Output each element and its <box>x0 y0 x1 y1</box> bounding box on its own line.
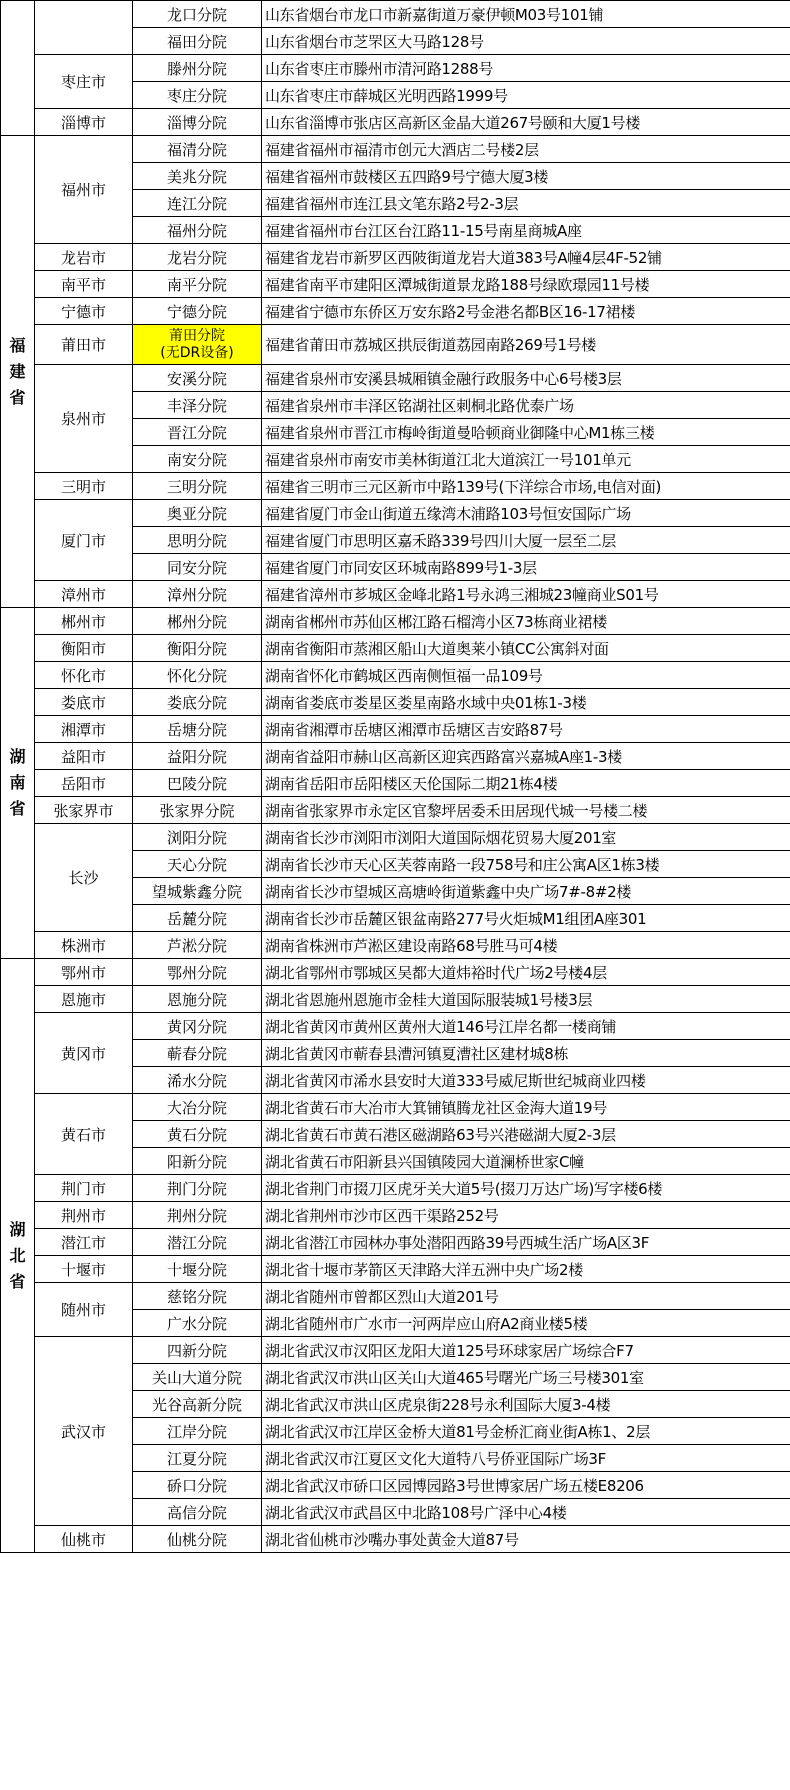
address-cell: 湖南省娄底市娄星区娄星南路水域中央01栋1-3楼 <box>262 689 790 716</box>
branch-name: 宁德分院 <box>166 302 227 321</box>
branch-name-cell <box>133 55 262 82</box>
branch-name: 大冶分院 <box>166 1098 227 1117</box>
address-cell: 福建省福州市台江区台江路11-15号南星商城A座 <box>262 217 790 244</box>
branch-name: 慈铭分院 <box>166 1287 227 1306</box>
province-char: 省 <box>9 1271 26 1291</box>
table-row <box>1 635 790 662</box>
address-cell: 湖北省随州市曾都区烈山大道201号 <box>262 1283 790 1310</box>
branch-name: 硚口分院 <box>166 1476 227 1495</box>
city-cell: 三明市 <box>35 473 133 500</box>
branch-name: 荆州分院 <box>166 1206 227 1225</box>
branch-name-cell <box>133 716 262 743</box>
branch-name: 娄底分院 <box>166 693 227 712</box>
branch-name-cell <box>133 136 262 163</box>
branch-name-cell <box>133 419 262 446</box>
branch-name: 福州分院 <box>166 221 227 240</box>
branch-name-cell <box>133 581 262 608</box>
branch-name-cell <box>133 554 262 581</box>
address-cell: 福建省宁德市东侨区万安东路2号金港名都B区16-17裙楼 <box>262 298 790 325</box>
branch-name: 晋江分院 <box>166 423 227 442</box>
branch-name-cell <box>133 1148 262 1175</box>
address-cell: 福建省龙岩市新罗区西陂街道龙岩大道383号A幢4层4F-52铺 <box>262 244 790 271</box>
branch-name-cell <box>133 1256 262 1283</box>
branch-name: 同安分院 <box>166 558 227 577</box>
branch-name-cell <box>133 770 262 797</box>
address-cell: 福建省三明市三元区新市中路139号(下洋综合市场,电信对面) <box>262 473 790 500</box>
address-cell: 湖北省鄂州市鄂城区吴都大道炜裕时代广场2号楼4层 <box>262 959 790 986</box>
branch-name: 天心分院 <box>166 855 227 874</box>
branch-name: 衡阳分院 <box>166 639 227 658</box>
city-cell: 随州市 <box>35 1283 133 1337</box>
province-char: 湖 <box>9 747 26 766</box>
address-cell: 湖北省仙桃市沙嘴办事处黄金大道87号 <box>262 1526 790 1553</box>
branch-name-cell <box>133 109 262 136</box>
table-row <box>1 797 790 824</box>
branch-name-cell <box>133 1418 262 1445</box>
branch-name: 福清分院 <box>166 140 227 159</box>
branch-name: 巴陵分院 <box>166 774 227 793</box>
branch-name: 黄石分院 <box>166 1125 227 1144</box>
branch-name: 广水分院 <box>166 1314 227 1333</box>
branch-name-cell <box>133 1175 262 1202</box>
branch-name: 关山大道分院 <box>151 1368 242 1387</box>
province-char: 省 <box>9 387 26 407</box>
branch-name-cell <box>133 824 262 851</box>
branch-name-cell <box>133 446 262 473</box>
address-cell: 福建省南平市建阳区潭城街道景龙路188号绿欧璟园11号楼 <box>262 271 790 298</box>
address-cell: 湖北省恩施州恩施市金桂大道国际服装城1号楼3层 <box>262 986 790 1013</box>
address-cell: 湖北省武汉市江夏区文化大道特八号侨亚国际广场3F <box>262 1445 790 1472</box>
address-cell: 山东省枣庄市滕州市清河路1288号 <box>262 55 790 82</box>
table-row <box>1 244 790 271</box>
province-char: 建 <box>9 361 26 381</box>
address-cell: 湖北省荆州市沙市区西干渠路252号 <box>262 1202 790 1229</box>
branch-name: 南平分院 <box>166 275 227 294</box>
address-cell: 湖南省长沙市岳麓区银盆南路277号火炬城M1组团A座301 <box>262 905 790 932</box>
address-cell: 山东省淄博市张店区高新区金晶大道267号颐和大厦1号楼 <box>262 109 790 136</box>
table-row <box>1 1202 790 1229</box>
address-cell: 湖北省十堰市茅箭区天津路大洋五洲中央广场2楼 <box>262 1256 790 1283</box>
city-cell: 鄂州市 <box>35 959 133 986</box>
address-cell: 湖北省武汉市武昌区中北路108号广泽中心4楼 <box>262 1499 790 1526</box>
branch-name-cell <box>133 28 262 55</box>
branch-name-cell <box>133 797 262 824</box>
table-row <box>1 716 790 743</box>
branch-name: 潜江分院 <box>166 1233 227 1252</box>
table-row <box>1 55 790 82</box>
branch-name-cell <box>133 1499 262 1526</box>
table-row <box>1 959 790 986</box>
table-row <box>1 1283 790 1310</box>
address-cell: 湖北省武汉市洪山区虎泉街228号永利国际大厦3-4楼 <box>262 1391 790 1418</box>
city-cell: 荆门市 <box>35 1175 133 1202</box>
province-char: 省 <box>9 799 26 818</box>
address-cell: 湖北省黄石市大冶市大箕铺镇腾龙社区金海大道19号 <box>262 1094 790 1121</box>
branch-name-cell <box>133 365 262 392</box>
branch-name: 蕲春分院 <box>166 1044 227 1063</box>
province-cell <box>1 608 35 959</box>
branch-name-cell <box>133 271 262 298</box>
branch-name-cell <box>133 986 262 1013</box>
address-cell: 福建省福州市福清市创元大酒店二号楼2层 <box>262 136 790 163</box>
branch-name: 郴州分院 <box>166 612 227 631</box>
address-cell: 湖北省武汉市硚口区园博园路3号世博家居广场五楼E8206 <box>262 1472 790 1499</box>
branch-name-cell <box>133 1094 262 1121</box>
branch-name-cell <box>133 298 262 325</box>
table-row <box>1 473 790 500</box>
city-cell: 怀化市 <box>35 662 133 689</box>
table-row <box>1 1 790 28</box>
branch-name: 龙口分院 <box>166 5 227 24</box>
branch-name: 十堰分院 <box>166 1260 227 1279</box>
address-cell: 湖南省湘潭市岳塘区湘潭市岳塘区吉安路87号 <box>262 716 790 743</box>
address-cell: 湖南省张家界市永定区官黎坪居委禾田居现代城一号楼二楼 <box>262 797 790 824</box>
branch-name: 阳新分院 <box>166 1152 227 1171</box>
branch-name-cell <box>133 1310 262 1337</box>
branch-name-cell <box>133 1445 262 1472</box>
city-cell: 仙桃市 <box>35 1526 133 1553</box>
branch-name-cell <box>133 1013 262 1040</box>
address-cell: 湖南省岳阳市岳阳楼区天伦国际二期21栋4楼 <box>262 770 790 797</box>
branch-name: 恩施分院 <box>166 990 227 1009</box>
province-cell <box>1 959 35 1553</box>
branch-name-cell <box>133 1067 262 1094</box>
address-cell: 福建省厦门市思明区嘉禾路339号四川大厦一层至二层 <box>262 527 790 554</box>
city-cell: 南平市 <box>35 271 133 298</box>
table-row <box>1 136 790 163</box>
branch-name-cell <box>133 689 262 716</box>
branch-name: 莆田分院 <box>169 327 225 344</box>
province-char: 南 <box>9 773 26 792</box>
table-row <box>1 824 790 851</box>
address-cell: 湖北省武汉市洪山区关山大道465号曙光广场三号楼301室 <box>262 1364 790 1391</box>
city-cell: 莆田市 <box>35 325 133 365</box>
branch-note: (无DR设备) <box>160 344 234 361</box>
branch-name: 荆门分院 <box>166 1179 227 1198</box>
city-cell: 宁德市 <box>35 298 133 325</box>
table-row <box>1 1337 790 1364</box>
table-row <box>1 271 790 298</box>
table-row <box>1 743 790 770</box>
branch-name: 奥亚分院 <box>166 504 227 523</box>
city-cell: 株洲市 <box>35 932 133 959</box>
branch-name-cell <box>133 1526 262 1553</box>
table-row <box>1 581 790 608</box>
branch-name-cell <box>133 851 262 878</box>
address-cell: 山东省枣庄市薛城区光明西路1999号 <box>262 82 790 109</box>
table-row <box>1 325 790 365</box>
city-cell: 恩施市 <box>35 986 133 1013</box>
city-cell: 岳阳市 <box>35 770 133 797</box>
branch-name: 滕州分院 <box>166 59 227 78</box>
branch-name-cell <box>133 1121 262 1148</box>
city-cell: 长沙 <box>35 824 133 932</box>
branch-name-cell <box>133 1391 262 1418</box>
branch-name-cell <box>133 217 262 244</box>
branch-name-cell <box>133 1040 262 1067</box>
table-row <box>1 986 790 1013</box>
address-cell: 福建省泉州市丰泽区铭湖社区刺桐北路优泰广场 <box>262 392 790 419</box>
table-row <box>1 365 790 392</box>
address-cell: 福建省厦门市金山街道五缘湾木浦路103号恒安国际广场 <box>262 500 790 527</box>
branch-name: 枣庄分院 <box>166 86 227 105</box>
branch-name: 三明分院 <box>166 477 227 496</box>
table-row <box>1 298 790 325</box>
branch-name: 江岸分院 <box>166 1422 227 1441</box>
branch-name-cell <box>133 392 262 419</box>
branch-name: 安溪分院 <box>166 369 227 388</box>
address-cell: 山东省烟台市芝罘区大马路128号 <box>262 28 790 55</box>
branch-name: 浏阳分院 <box>166 828 227 847</box>
address-cell: 湖北省武汉市汉阳区龙阳大道125号环球家居广场综合F7 <box>262 1337 790 1364</box>
city-cell: 郴州市 <box>35 608 133 635</box>
branch-name: 高信分院 <box>166 1503 227 1522</box>
address-cell: 湖南省株洲市芦淞区建设南路68号胜马可4楼 <box>262 932 790 959</box>
branch-name: 望城紫鑫分院 <box>151 882 242 901</box>
table-row <box>1 1175 790 1202</box>
table-row <box>1 770 790 797</box>
branch-name-cell <box>133 959 262 986</box>
city-cell <box>35 1 133 55</box>
branch-name-cell <box>133 932 262 959</box>
city-cell: 淄博市 <box>35 109 133 136</box>
branch-name: 江夏分院 <box>166 1449 227 1468</box>
table-row <box>1 500 790 527</box>
branch-name: 张家界分院 <box>159 801 235 820</box>
address-cell: 福建省泉州市安溪县城厢镇金融行政服务中心6号楼3层 <box>262 365 790 392</box>
branch-name-cell <box>133 244 262 271</box>
city-cell: 娄底市 <box>35 689 133 716</box>
branch-name-cell <box>133 325 262 365</box>
table-row <box>1 608 790 635</box>
city-cell: 十堰市 <box>35 1256 133 1283</box>
branch-name-cell <box>133 82 262 109</box>
table-row <box>1 1256 790 1283</box>
branch-name: 福田分院 <box>166 32 227 51</box>
address-cell: 湖南省郴州市苏仙区郴江路石榴湾小区73栋商业裙楼 <box>262 608 790 635</box>
address-cell: 福建省厦门市同安区环城南路899号1-3层 <box>262 554 790 581</box>
table-row <box>1 109 790 136</box>
branch-name-cell <box>133 1229 262 1256</box>
address-cell: 湖南省长沙市望城区高塘岭街道紫鑫中央广场7#-8#2楼 <box>262 878 790 905</box>
branch-name: 鄂州分院 <box>166 963 227 982</box>
table-row <box>1 1229 790 1256</box>
city-cell: 黄石市 <box>35 1094 133 1175</box>
address-cell: 湖南省怀化市鹤城区西南侧恒福一品109号 <box>262 662 790 689</box>
branch-name-cell <box>133 1337 262 1364</box>
table-row <box>1 662 790 689</box>
address-cell: 湖南省衡阳市蒸湘区船山大道奥莱小镇CC公寓斜对面 <box>262 635 790 662</box>
branch-name-cell <box>133 1364 262 1391</box>
branch-name-cell <box>133 608 262 635</box>
table-row <box>1 932 790 959</box>
address-cell: 福建省福州市鼓楼区五四路9号宁德大厦3楼 <box>262 163 790 190</box>
branch-name: 淄博分院 <box>166 113 227 132</box>
branch-name: 光谷高新分院 <box>151 1395 242 1414</box>
city-cell: 潜江市 <box>35 1229 133 1256</box>
city-cell: 福州市 <box>35 136 133 244</box>
branch-name: 浠水分院 <box>166 1071 227 1090</box>
address-cell: 山东省烟台市龙口市新嘉街道万豪伊顿M03号101铺 <box>262 1 790 28</box>
branch-name: 益阳分院 <box>166 747 227 766</box>
city-cell: 衡阳市 <box>35 635 133 662</box>
city-cell: 张家界市 <box>35 797 133 824</box>
address-cell: 湖南省长沙市浏阳市浏阳大道国际烟花贸易大厦201室 <box>262 824 790 851</box>
table-row <box>1 1526 790 1553</box>
branch-name: 四新分院 <box>166 1341 227 1360</box>
province-char: 北 <box>9 1245 26 1265</box>
branch-name-cell <box>133 905 262 932</box>
city-cell: 枣庄市 <box>35 55 133 109</box>
address-cell: 湖北省黄石市阳新县兴国镇陵园大道澜桥世家C幢 <box>262 1148 790 1175</box>
branch-name: 美兆分院 <box>166 167 227 186</box>
address-cell: 福建省福州市连江县文笔东路2号2-3层 <box>262 190 790 217</box>
address-cell: 湖南省益阳市赫山区高新区迎宾西路富兴嘉城A座1-3楼 <box>262 743 790 770</box>
address-cell: 湖北省黄冈市浠水县安时大道333号威尼斯世纪城商业四楼 <box>262 1067 790 1094</box>
branch-name-cell <box>133 527 262 554</box>
branch-name: 丰泽分院 <box>166 396 227 415</box>
city-cell: 益阳市 <box>35 743 133 770</box>
branch-name-cell <box>133 1472 262 1499</box>
branch-name: 岳塘分院 <box>166 720 227 739</box>
branch-name: 岳麓分院 <box>166 909 227 928</box>
city-cell: 武汉市 <box>35 1337 133 1526</box>
city-cell: 泉州市 <box>35 365 133 473</box>
branch-name: 南安分院 <box>166 450 227 469</box>
branch-name-cell <box>133 878 262 905</box>
branch-name: 黄冈分院 <box>166 1017 227 1036</box>
branch-name: 仙桃分院 <box>166 1530 227 1549</box>
branch-name-cell <box>133 662 262 689</box>
province-cell <box>1 1 35 136</box>
table-row <box>1 1013 790 1040</box>
branch-name: 怀化分院 <box>166 666 227 685</box>
city-cell: 厦门市 <box>35 500 133 581</box>
branch-name: 漳州分院 <box>166 585 227 604</box>
branch-name: 龙岩分院 <box>166 248 227 267</box>
address-cell: 福建省泉州市南安市美林街道江北大道滨江一号101单元 <box>262 446 790 473</box>
address-cell: 湖北省黄冈市蕲春县漕河镇夏漕社区建材城8栋 <box>262 1040 790 1067</box>
branch-name-cell <box>133 635 262 662</box>
city-cell: 荆州市 <box>35 1202 133 1229</box>
address-cell: 湖北省荆门市掇刀区虎牙关大道5号(掇刀万达广场)写字楼6楼 <box>262 1175 790 1202</box>
province-cell <box>1 136 35 608</box>
address-cell: 湖北省黄石市黄石港区磁湖路63号兴港磁湖大厦2-3层 <box>262 1121 790 1148</box>
city-cell: 龙岩市 <box>35 244 133 271</box>
branch-name-cell <box>133 473 262 500</box>
branch-name-cell <box>133 500 262 527</box>
address-cell: 福建省莆田市荔城区拱辰街道荔园南路269号1号楼 <box>262 325 790 365</box>
branch-name-cell <box>133 1 262 28</box>
city-cell: 黄冈市 <box>35 1013 133 1094</box>
branch-name-cell <box>133 1202 262 1229</box>
branch-name-cell <box>133 743 262 770</box>
branch-name-cell <box>133 1283 262 1310</box>
province-char: 福 <box>9 335 26 355</box>
address-cell: 湖北省潜江市园林办事处潜阳西路39号西城生活广场A区3F <box>262 1229 790 1256</box>
address-cell: 福建省漳州市芗城区金峰北路1号永鸿三湘城23幢商业S01号 <box>262 581 790 608</box>
address-cell: 湖北省黄冈市黄州区黄州大道146号江岸名都一楼商铺 <box>262 1013 790 1040</box>
table-row <box>1 1094 790 1121</box>
branch-name-cell <box>133 190 262 217</box>
branch-name: 芦淞分院 <box>166 936 227 955</box>
city-cell: 漳州市 <box>35 581 133 608</box>
address-cell: 湖南省长沙市天心区芙蓉南路一段758号和庄公寓A区1栋3楼 <box>262 851 790 878</box>
address-cell: 湖北省武汉市江岸区金桥大道81号金桥汇商业街A栋1、2层 <box>262 1418 790 1445</box>
branch-name-cell <box>133 163 262 190</box>
city-cell: 湘潭市 <box>35 716 133 743</box>
province-char: 湖 <box>9 1219 26 1239</box>
branch-name: 思明分院 <box>166 531 227 550</box>
address-cell: 湖北省随州市广水市一河两岸应山府A2商业楼5楼 <box>262 1310 790 1337</box>
table-row <box>1 689 790 716</box>
branch-name: 连江分院 <box>166 194 227 213</box>
address-cell: 福建省泉州市晋江市梅岭街道曼哈顿商业御隆中心M1栋三楼 <box>262 419 790 446</box>
